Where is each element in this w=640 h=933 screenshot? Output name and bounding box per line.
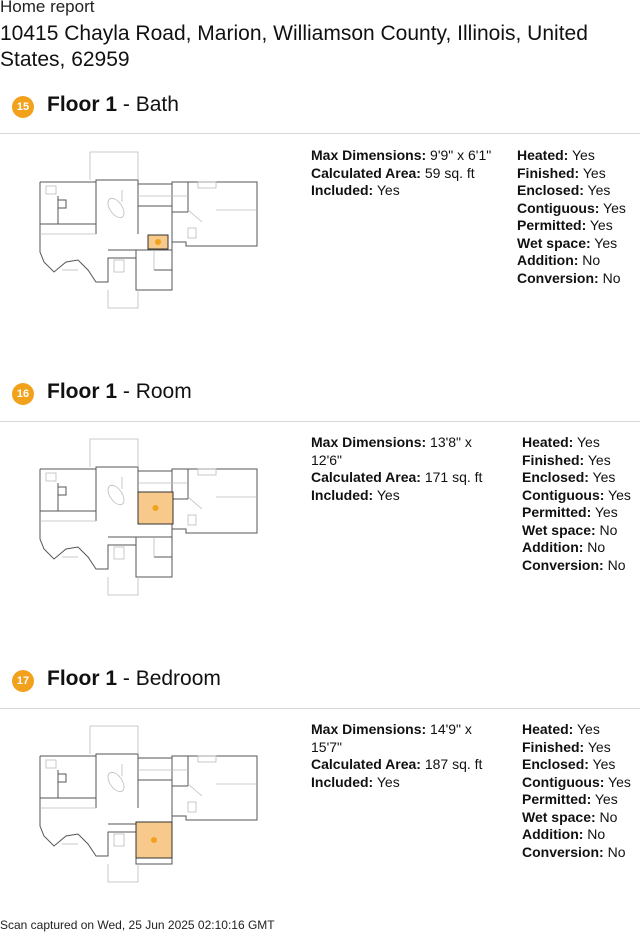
heated: Heated: Yes [517,147,595,163]
conversion: Conversion: No [522,843,626,860]
enclosed: Enclosed: Yes [517,182,611,198]
section-title-bath [0,93,640,126]
included: Included: Yes [311,773,400,790]
enclosed: Enclosed: Yes [522,756,616,772]
floor-plan-room [38,437,260,599]
section-divider [0,708,640,709]
conversion: Conversion: No [517,269,621,286]
contiguous: Contiguous: Yes [522,486,631,503]
floor-label: Floor 1 [47,380,118,403]
contiguous: Contiguous: Yes [517,199,626,216]
finished: Finished: Yes [522,738,611,755]
room-number-badge: 16 [12,383,34,405]
heading-separator: - [117,667,136,690]
attributes-info [522,434,634,574]
wet-space: Wet space: No [522,808,618,825]
max-dimensions: Max Dimensions: 13'8" x 12'6" [311,434,472,468]
property-address: 10415 Chayla Road, Marion, Williamson County, Illinois, United States, 62959 [0,22,588,71]
calculated-area: Calculated Area: 187 sq. ft [311,756,483,772]
wet-space: Wet space: Yes [517,234,618,251]
permitted: Permitted: Yes [517,217,613,233]
wet-space: Wet space: No [522,521,618,538]
room-number-badge: 17 [12,670,34,692]
heading-separator: - [117,93,136,116]
included: Included: Yes [311,486,400,503]
room-name: Bedroom [135,667,221,690]
enclosed: Enclosed: Yes [522,469,616,485]
section-divider [0,421,640,422]
floor-plan-bath [38,150,260,312]
floor-label: Floor 1 [47,93,118,116]
section-heading [47,667,221,691]
conversion: Conversion: No [522,556,626,573]
dimensions-info [311,147,506,200]
heated: Heated: Yes [522,434,600,450]
calculated-area: Calculated Area: 171 sq. ft [311,469,483,485]
calculated-area: Calculated Area: 59 sq. ft [311,164,475,181]
finished: Finished: Yes [517,164,606,181]
scan-timestamp: Scan captured on Wed, 25 Jun 2025 02:10:16 GMT [0,918,275,932]
report-label: Home report [0,0,95,16]
finished: Finished: Yes [522,451,611,468]
max-dimensions: Max Dimensions: 9'9" x 6'1" [311,147,492,163]
section-heading [47,380,192,404]
floor-label: Floor 1 [47,667,118,690]
permitted: Permitted: Yes [522,791,618,807]
attributes-info [517,147,640,287]
attributes-info [522,721,634,861]
section-title-room [0,380,640,413]
heated: Heated: Yes [522,721,600,737]
floor-plan-bedroom [38,724,260,886]
dimensions-info [311,721,501,791]
addition: Addition: No [517,252,601,268]
addition: Addition: No [522,826,606,842]
permitted: Permitted: Yes [522,504,618,520]
room-name: Room [135,380,192,403]
contiguous: Contiguous: Yes [522,773,631,790]
room-name: Bath [135,93,179,116]
included: Included: Yes [311,182,400,198]
heading-separator: - [117,380,136,403]
section-divider [0,133,640,134]
max-dimensions: Max Dimensions: 14'9" x 15'7" [311,721,472,755]
addition: Addition: No [522,539,606,555]
section-heading [47,93,179,117]
room-number-badge: 15 [12,96,34,118]
dimensions-info [311,434,501,504]
section-title-bedroom [0,667,640,700]
